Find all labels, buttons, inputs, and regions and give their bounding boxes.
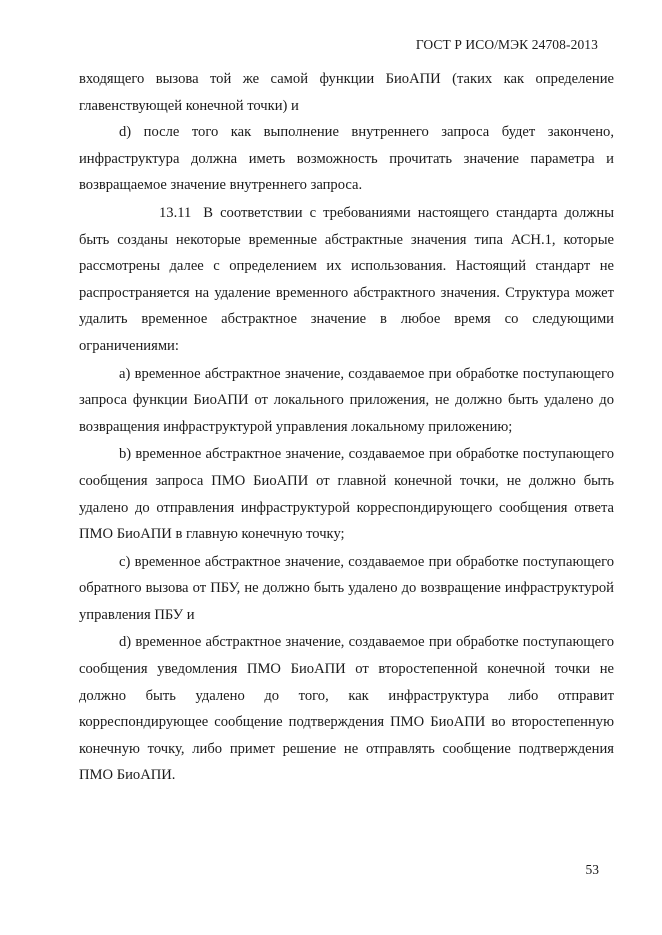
paragraph-continuation: входящего вызова той же самой функции БиоАПИ (таких как определение главенствующей конечной точки) и	[79, 71, 614, 114]
list-item-a: a) временное абстрактное значение, создаваемое при обработке поступающего запроса функции БиоАПИ от локального приложения, не должно быть удалено до возвращения инфраструктурой управления локальному приложению;	[79, 365, 614, 435]
document-header-id: ГОСТ Р ИСО/МЭК 24708-2013	[415, 37, 598, 52]
document-body	[79, 66, 614, 789]
list-item-d-second: d) временное абстрактное значение, создаваемое при обработке поступающего сообщения уведомления ПМО БиоАПИ от второстепенной конечной точки не должно быть удалено до того, как инфраструктура либо отправит корреспондирующее сообщение подтверждения ПМО БиоАПИ во второстепенную конечную точку, либо примет решение не отправлять сообщение подтверждения ПМО БиоАПИ.	[79, 634, 614, 784]
list-item-b: b) временное абстрактное значение, создаваемое при обработке поступающего сообщения запроса ПМО БиоАПИ от главной конечной точки, не должно быть удалено до отправления инфраструктурой корреспондирующего сообщения ответа ПМО БиоАПИ в главную конечную точку;	[79, 446, 614, 543]
clause-13-11	[79, 200, 614, 360]
page-number: 53	[585, 862, 599, 877]
clause-text: В соответствии с требованиями настоящего стандарта должны быть созданы некоторые временные абстрактные значения типа АСН.1, которые рассмотрены далее с определением их использования. Настоящий стандарт не распространяется на удаление временного абстрактного значения. Структура может удалить временное абстрактное значение в любое время со следующими ограничениями:	[79, 204, 614, 354]
list-item-c: c) временное абстрактное значение, создаваемое при обработке поступающего обратного вызова от ПБУ, не должно быть удалено до возвращение инфраструктурой управления ПБУ и	[79, 553, 614, 623]
clause-number: 13.11	[159, 204, 192, 221]
list-item-d-first: d) после того как выполнение внутреннего запроса будет закончено, инфраструктура должна иметь возможность прочитать значение параметра и возвращаемое значение внутреннего запроса.	[79, 124, 614, 194]
